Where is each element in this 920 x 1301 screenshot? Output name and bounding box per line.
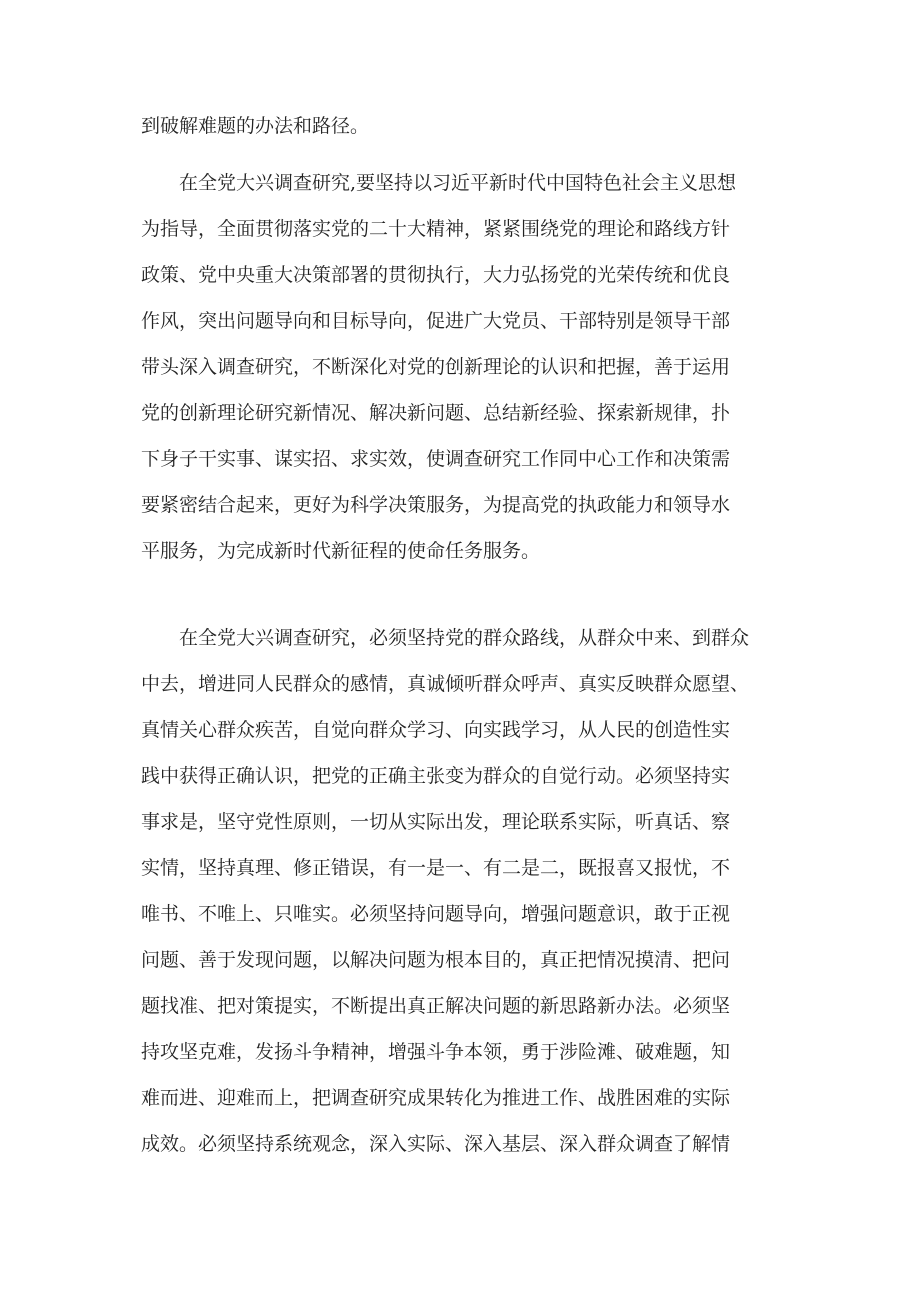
paragraph-3-line-1: 在全党大兴调查研究，必须坚持党的群众路线，从群众中来、到群众 [179, 627, 750, 649]
paragraph-2-line-8: 要紧密结合起来，更好为科学决策服务，为提高党的执政能力和领导水 [141, 494, 731, 516]
paragraph-3-line-11: 难而进、迎难而上，把调查研究成果转化为推进工作、战胜困难的实际 [141, 1087, 731, 1109]
paragraph-3-line-3: 真情关心群众疾苦，自觉向群众学习、向实践学习，从人民的创造性实 [141, 719, 731, 741]
paragraph-3-line-7: 唯书、不唯上、只唯实。必须坚持问题导向，增强问题意识，敢于正视 [141, 903, 731, 925]
paragraph-3-line-8: 问题、善于发现问题，以解决问题为根本目的，真正把情况摸清、把问 [141, 949, 731, 971]
paragraph-2-line-2: 为指导，全面贯彻落实党的二十大精神，紧紧围绕党的理论和路线方针 [141, 218, 731, 240]
paragraph-3-line-4: 践中获得正确认识，把党的正确主张变为群众的自觉行动。必须坚持实 [141, 765, 731, 787]
paragraph-2-line-7: 下身子干实事、谋实招、求实效，使调查研究工作同中心工作和决策需 [141, 448, 731, 470]
paragraph-2-line-5: 带头深入调查研究，不断深化对党的创新理论的认识和把握，善于运用 [141, 356, 731, 378]
paragraph-2-line-6: 党的创新理论研究新情况、解决新问题、总结新经验、探索新规律，扑 [141, 402, 731, 424]
paragraph-3-line-5: 事求是，坚守党性原则，一切从实际出发，理论联系实际，听真话、察 [141, 811, 731, 833]
paragraph-3-line-9: 题找准、把对策提实，不断提出真正解决问题的新思路新办法。必须坚 [141, 995, 731, 1017]
paragraph-3-line-6: 实情，坚持真理、修正错误，有一是一、有二是二，既报喜又报忧，不 [141, 857, 731, 879]
paragraph-2-line-9: 平服务，为完成新时代新征程的使命任务服务。 [141, 540, 541, 562]
paragraph-3-line-10: 持攻坚克难，发扬斗争精神，增强斗争本领，勇于涉险滩、破难题，知 [141, 1041, 731, 1063]
paragraph-3-line-12: 成效。必须坚持系统观念，深入实际、深入基层、深入群众调查了解情 [141, 1133, 731, 1155]
text-line-1: 到破解难题的办法和路径。 [141, 115, 370, 137]
paragraph-2-line-3: 政策、党中央重大决策部署的贯彻执行，大力弘扬党的光荣传统和优良 [141, 264, 731, 286]
paragraph-3-line-2: 中去，增进同人民群众的感情，真诚倾听群众呼声、真实反映群众愿望、 [141, 673, 750, 695]
paragraph-2-line-1: 在全党大兴调查研究,要坚持以习近平新时代中国特色社会主义思想 [179, 172, 737, 194]
paragraph-2-line-4: 作风，突出问题导向和目标导向，促进广大党员、干部特别是领导干部 [141, 310, 731, 332]
